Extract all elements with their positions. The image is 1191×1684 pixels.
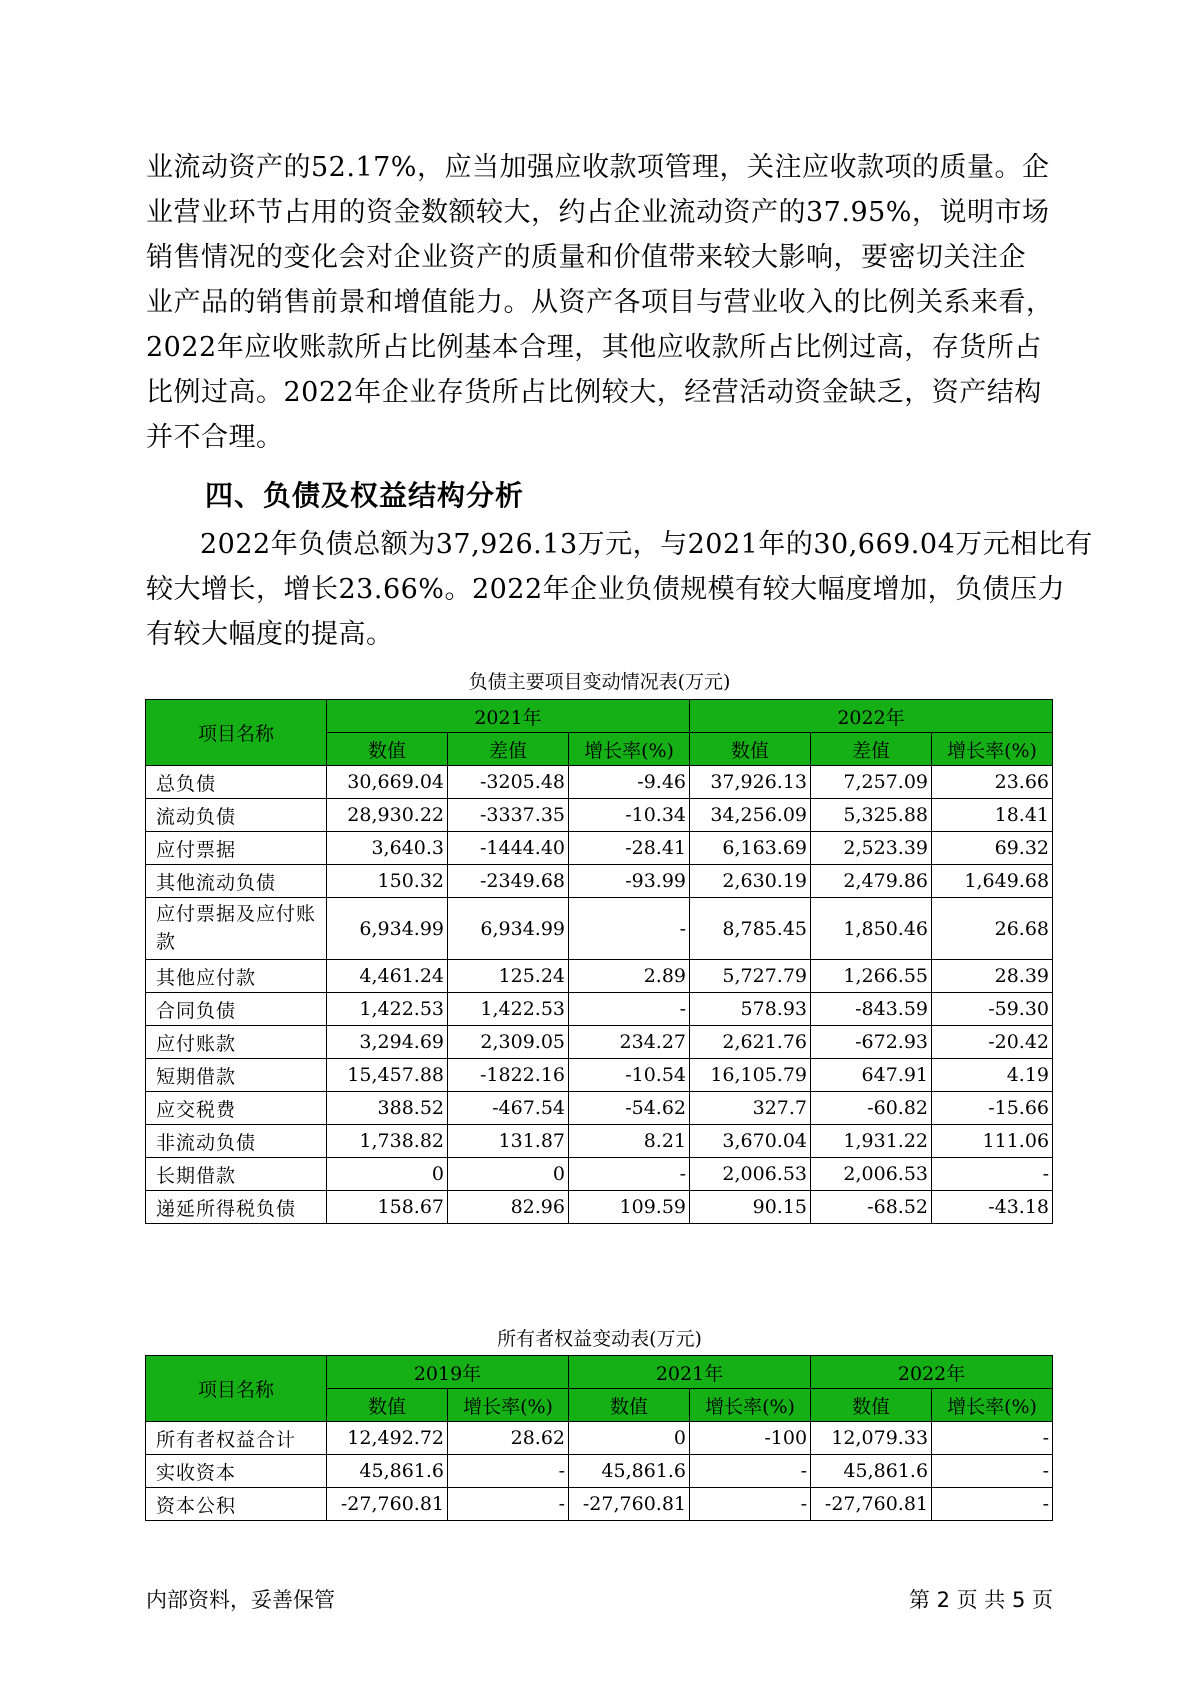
table-cell: 8.21 <box>569 1125 690 1158</box>
table-row <box>146 865 1053 898</box>
paragraph-line: 销售情况的变化会对企业资产的质量和价值带来较大影响，要密切关注企 <box>146 242 1026 273</box>
table-cell: 16,105.79 <box>690 1059 811 1092</box>
table-cell: -10.54 <box>569 1059 690 1092</box>
column-header: 增长率(%) <box>569 733 690 766</box>
table-cell: - <box>932 1455 1053 1488</box>
table-cell: 150.32 <box>327 865 448 898</box>
equity-table-body <box>146 1422 1053 1521</box>
table-row <box>146 799 1053 832</box>
footer-confidential-note: 内部资料，妥善保管 <box>146 1588 335 1612</box>
table-cell: 23.66 <box>932 766 1053 799</box>
paragraph-line: 业营业环节占用的资金数额较大，约占企业流动资产的37.95%，说明市场 <box>146 197 1050 228</box>
footer-page-number: 第 2 页 共 5 页 <box>908 1588 1053 1612</box>
table-cell: -59.30 <box>932 993 1053 1026</box>
year-header: 2019年 <box>327 1356 569 1389</box>
table-cell: 90.15 <box>690 1191 811 1224</box>
table-cell: 327.7 <box>690 1092 811 1125</box>
item-name-header: 项目名称 <box>146 700 327 766</box>
table-cell: 1,738.82 <box>327 1125 448 1158</box>
table-cell: 26.68 <box>932 898 1053 960</box>
intro-paragraph <box>146 145 1054 460</box>
table-row <box>146 898 1053 960</box>
table-row <box>146 1455 1053 1488</box>
row-label: 实收资本 <box>146 1455 327 1488</box>
column-header: 差值 <box>448 733 569 766</box>
table-cell: 4,461.24 <box>327 960 448 993</box>
paragraph-line: 比例过高。2022年企业存货所占比例较大，经营活动资金缺乏，资产结构 <box>146 377 1042 408</box>
table-cell: - <box>448 1488 569 1521</box>
table-row <box>146 1488 1053 1521</box>
row-label: 合同负债 <box>146 993 327 1026</box>
table-cell: -20.42 <box>932 1026 1053 1059</box>
table-cell: 2.89 <box>569 960 690 993</box>
table-cell: -27,760.81 <box>327 1488 448 1521</box>
table-row <box>146 1026 1053 1059</box>
row-label: 递延所得税负债 <box>146 1191 327 1224</box>
table-cell: 109.59 <box>569 1191 690 1224</box>
year-header: 2021年 <box>327 700 690 733</box>
table-cell: 1,931.22 <box>811 1125 932 1158</box>
table-cell: -9.46 <box>569 766 690 799</box>
table-cell: 111.06 <box>932 1125 1053 1158</box>
table-cell: 2,523.39 <box>811 832 932 865</box>
table-cell: 7,257.09 <box>811 766 932 799</box>
paragraph-line: 2022年应收账款所占比例基本合理，其他应收款所占比例过高，存货所占 <box>146 332 1042 363</box>
table-cell: 2,006.53 <box>690 1158 811 1191</box>
paragraph-line: 业产品的销售前景和增值能力。从资产各项目与营业收入的比例关系来看， <box>146 287 1054 318</box>
row-label: 应付账款 <box>146 1026 327 1059</box>
table-row <box>146 1158 1053 1191</box>
table-cell: 1,850.46 <box>811 898 932 960</box>
table-cell: 6,163.69 <box>690 832 811 865</box>
table-row <box>146 960 1053 993</box>
table-header-row <box>146 1356 1053 1389</box>
table-row <box>146 766 1053 799</box>
row-label: 应付票据及应付账款 <box>146 898 327 960</box>
table-cell: -100 <box>690 1422 811 1455</box>
table-cell: -1822.16 <box>448 1059 569 1092</box>
table-cell: 2,309.05 <box>448 1026 569 1059</box>
table-cell: 125.24 <box>448 960 569 993</box>
table-cell: 0 <box>448 1158 569 1191</box>
table-cell: 28.62 <box>448 1422 569 1455</box>
table-cell: 0 <box>327 1158 448 1191</box>
table-cell: 30,669.04 <box>327 766 448 799</box>
table-cell: 2,630.19 <box>690 865 811 898</box>
table-cell: -3337.35 <box>448 799 569 832</box>
table-cell: 388.52 <box>327 1092 448 1125</box>
row-label: 短期借款 <box>146 1059 327 1092</box>
table-cell: - <box>690 1455 811 1488</box>
row-label: 资本公积 <box>146 1488 327 1521</box>
table-cell: -43.18 <box>932 1191 1053 1224</box>
table-row <box>146 1422 1053 1455</box>
year-header: 2022年 <box>690 700 1053 733</box>
table-cell: - <box>932 1158 1053 1191</box>
table-row <box>146 1191 1053 1224</box>
table-cell: -60.82 <box>811 1092 932 1125</box>
table-cell: 12,079.33 <box>811 1422 932 1455</box>
table-cell: -54.62 <box>569 1092 690 1125</box>
table-cell: 82.96 <box>448 1191 569 1224</box>
table-cell: 131.87 <box>448 1125 569 1158</box>
table-header-row <box>146 700 1053 733</box>
row-label: 所有者权益合计 <box>146 1422 327 1455</box>
table-row <box>146 1125 1053 1158</box>
table-cell: 45,861.6 <box>811 1455 932 1488</box>
table-cell: 5,727.79 <box>690 960 811 993</box>
paragraph-line: 并不合理。 <box>146 422 284 453</box>
table-cell: 3,640.3 <box>327 832 448 865</box>
table-cell: 1,422.53 <box>448 993 569 1026</box>
row-label: 流动负债 <box>146 799 327 832</box>
paragraph-line: 较大增长，增长23.66%。2022年企业负债规模有较大幅度增加，负债压力 <box>146 574 1066 605</box>
table-cell: -1444.40 <box>448 832 569 865</box>
table-cell: 647.91 <box>811 1059 932 1092</box>
table-cell: 1,266.55 <box>811 960 932 993</box>
table-cell: -27,760.81 <box>569 1488 690 1521</box>
table-cell: 6,934.99 <box>327 898 448 960</box>
column-header: 增长率(%) <box>932 733 1053 766</box>
column-header: 数值 <box>569 1389 690 1422</box>
table-cell: -68.52 <box>811 1191 932 1224</box>
table-cell: - <box>569 1158 690 1191</box>
table-cell: -3205.48 <box>448 766 569 799</box>
table-cell: 1,649.68 <box>932 865 1053 898</box>
paragraph-line: 有较大幅度的提高。 <box>146 619 394 650</box>
table-row <box>146 1092 1053 1125</box>
liabilities-table <box>145 699 1053 1224</box>
table-cell: - <box>448 1455 569 1488</box>
column-header: 差值 <box>811 733 932 766</box>
table-cell: 6,934.99 <box>448 898 569 960</box>
table-row <box>146 993 1053 1026</box>
table-cell: 45,861.6 <box>569 1455 690 1488</box>
year-header: 2022年 <box>811 1356 1053 1389</box>
table-cell: 5,325.88 <box>811 799 932 832</box>
paragraph-line: 业流动资产的52.17%，应当加强应收款项管理，关注应收款项的质量。企 <box>146 152 1050 183</box>
table-cell: 234.27 <box>569 1026 690 1059</box>
table-cell: 578.93 <box>690 993 811 1026</box>
table-cell: - <box>932 1422 1053 1455</box>
liabilities-table-body <box>146 766 1053 1224</box>
year-header: 2021年 <box>569 1356 811 1389</box>
column-header: 数值 <box>811 1389 932 1422</box>
table-cell: 158.67 <box>327 1191 448 1224</box>
table-cell: 28,930.22 <box>327 799 448 832</box>
table-caption-liabilities: 负债主要项目变动情况表(万元) <box>468 671 731 693</box>
table-cell: 18.41 <box>932 799 1053 832</box>
table-cell: 0 <box>569 1422 690 1455</box>
table-cell: -10.34 <box>569 799 690 832</box>
row-label: 其他流动负债 <box>146 865 327 898</box>
table-cell: 3,294.69 <box>327 1026 448 1059</box>
table-cell: 2,621.76 <box>690 1026 811 1059</box>
table-cell: -27,760.81 <box>811 1488 932 1521</box>
table-cell: 69.32 <box>932 832 1053 865</box>
table-cell: -672.93 <box>811 1026 932 1059</box>
table-cell: 1,422.53 <box>327 993 448 1026</box>
table-cell: - <box>569 898 690 960</box>
debt-paragraph <box>146 522 1093 657</box>
item-name-header: 项目名称 <box>146 1356 327 1422</box>
column-header: 增长率(%) <box>448 1389 569 1422</box>
table-cell: -93.99 <box>569 865 690 898</box>
row-label: 总负债 <box>146 766 327 799</box>
column-header: 数值 <box>690 733 811 766</box>
table-cell: 37,926.13 <box>690 766 811 799</box>
row-label: 非流动负债 <box>146 1125 327 1158</box>
table-cell: -28.41 <box>569 832 690 865</box>
table-cell: -467.54 <box>448 1092 569 1125</box>
table-cell: 45,861.6 <box>327 1455 448 1488</box>
paragraph-line: 2022年负债总额为37,926.13万元，与2021年的30,669.04万元相比有 <box>200 529 1093 560</box>
section-heading: 四、负债及权益结构分析 <box>205 479 525 512</box>
table-cell: 2,006.53 <box>811 1158 932 1191</box>
row-label: 应交税费 <box>146 1092 327 1125</box>
table-cell: 34,256.09 <box>690 799 811 832</box>
table-row <box>146 832 1053 865</box>
column-header: 增长率(%) <box>932 1389 1053 1422</box>
table-cell: - <box>569 993 690 1026</box>
column-header: 数值 <box>327 733 448 766</box>
table-cell: 28.39 <box>932 960 1053 993</box>
table-cell: - <box>690 1488 811 1521</box>
table-cell: - <box>932 1488 1053 1521</box>
column-header: 数值 <box>327 1389 448 1422</box>
table-cell: 3,670.04 <box>690 1125 811 1158</box>
table-cell: 2,479.86 <box>811 865 932 898</box>
table-cell: -843.59 <box>811 993 932 1026</box>
column-header: 增长率(%) <box>690 1389 811 1422</box>
table-caption-equity: 所有者权益变动表(万元) <box>497 1328 702 1350</box>
table-cell: 12,492.72 <box>327 1422 448 1455</box>
table-cell: -2349.68 <box>448 865 569 898</box>
row-label: 长期借款 <box>146 1158 327 1191</box>
table-row <box>146 1059 1053 1092</box>
row-label: 应付票据 <box>146 832 327 865</box>
table-cell: -15.66 <box>932 1092 1053 1125</box>
equity-table <box>145 1355 1053 1521</box>
row-label: 其他应付款 <box>146 960 327 993</box>
table-cell: 8,785.45 <box>690 898 811 960</box>
table-cell: 15,457.88 <box>327 1059 448 1092</box>
table-cell: 4.19 <box>932 1059 1053 1092</box>
